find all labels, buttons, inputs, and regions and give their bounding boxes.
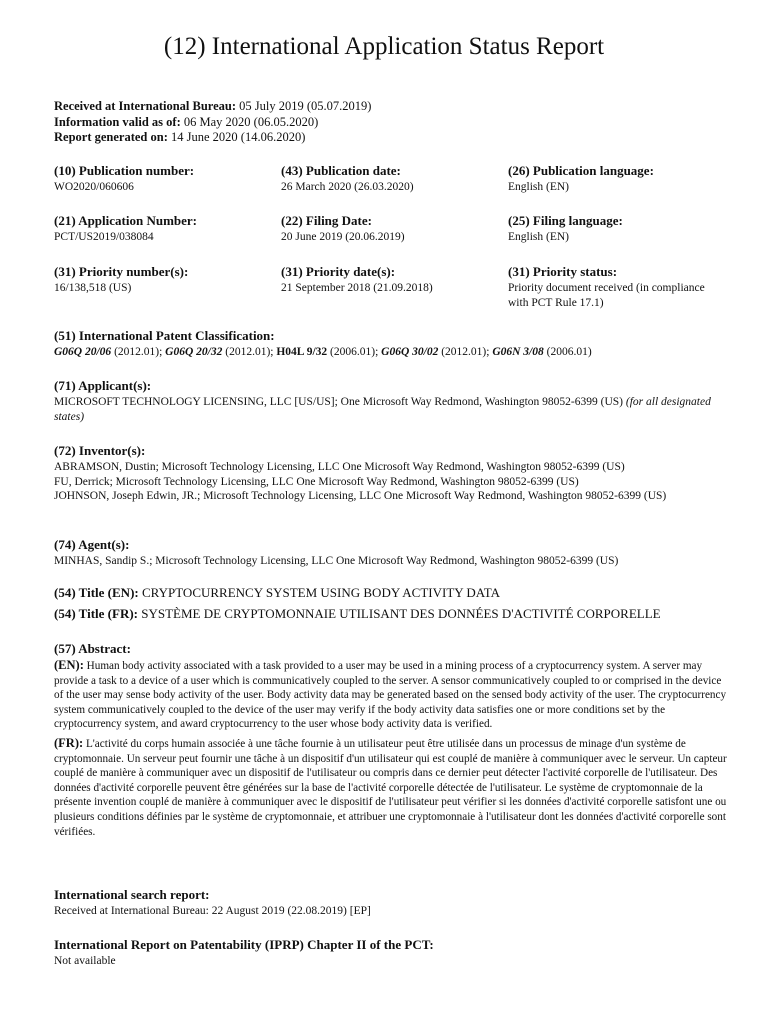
ipc-version: (2006.01); [327, 346, 382, 358]
title-fr-value: SYSTÈME DE CRYPTOMONNAIE UTILISANT DES DONNÉES D'ACTIVITÉ CORPORELLE [141, 606, 661, 621]
search-report-label: International search report: [54, 887, 210, 902]
generated-value: 14 June 2020 (14.06.2020) [171, 130, 306, 144]
ipc-version: (2012.01); [222, 346, 277, 358]
publication-language-label: (26) Publication language: [508, 163, 654, 178]
abstract-section [54, 641, 729, 839]
filing-language-label: (25) Filing language: [508, 213, 623, 228]
search-report-value: Received at International Bureau: 22 August 2019 (22.08.2019) [EP] [54, 905, 371, 917]
applicant-label: (71) Applicant(s): [54, 378, 152, 393]
ipc-label: (51) International Patent Classification: [54, 328, 275, 343]
received-value: 05 July 2019 (05.07.2019) [239, 99, 372, 113]
ipc-code: G06N 3/08 [492, 346, 544, 358]
ipc-code: G06Q 20/32 [165, 346, 223, 358]
iprp-value: Not available [54, 955, 116, 967]
filing-date-value: 20 June 2019 (20.06.2019) [281, 231, 405, 243]
inventor-entry: ABRAMSON, Dustin; Microsoft Technology Licensing, LLC One Microsoft Way Redmond, Washington 98052-6399 (US) [54, 461, 625, 473]
application-number-label: (21) Application Number: [54, 213, 197, 228]
publication-number-value: WO2020/060606 [54, 181, 134, 193]
publication-date-field [281, 163, 501, 195]
inventors-section [54, 443, 724, 504]
valid-line [54, 115, 371, 131]
priority-number-value: 16/138,518 (US) [54, 282, 132, 294]
generated-label: Report generated on: [54, 130, 168, 144]
ipc-version: (2012.01); [438, 346, 493, 358]
filing-language-value: English (EN) [508, 231, 570, 243]
report-header [54, 99, 371, 146]
priority-date-field [281, 264, 501, 296]
ipc-section [54, 328, 734, 360]
iprp-section [54, 937, 734, 969]
applicant-value [54, 395, 724, 424]
abstract-en-text: Human body activity associated with a task provided to a user may be used in a mining process of a cryptocurrency system. A server may provide a task to a device of a user which is communicatively coupled to the server. A sensor communicatively coupled to or comprised in the device of the user may sense body activity of the user. Body activity data may be generated based on the sensed body activity of the user. The cryptocurrency system communicatively coupled to the device of the user may verify if the body activity data satisfies one or more conditions set by the cryptocurrency system, and award cryptocurrency to the user whose body activity data is verified. [54, 660, 727, 731]
generated-line [54, 130, 371, 146]
ipc-code: H04L 9/32 [276, 346, 328, 358]
applicant-section [54, 378, 724, 424]
priority-status-value [508, 281, 748, 310]
abstract-fr [54, 736, 729, 839]
received-line [54, 99, 371, 115]
inventor-entry: JOHNSON, Joseph Edwin, JR.; Microsoft Technology Licensing, LLC One Microsoft Way Redmond, Washington 98052-6399 (US) [54, 490, 667, 502]
priority-status-line: with PCT Rule 17.1) [508, 296, 604, 309]
title-en-value: CRYPTOCURRENCY SYSTEM USING BODY ACTIVITY DATA [141, 585, 501, 600]
ipc-version: (2006.01) [543, 346, 592, 358]
ipc-code: G06Q 30/02 [381, 346, 439, 358]
priority-date-label: (31) Priority date(s): [281, 264, 396, 279]
title-fr-line [54, 606, 734, 622]
publication-number-field [54, 163, 274, 195]
priority-number-label: (31) Priority number(s): [54, 264, 189, 279]
filing-date-field [281, 213, 501, 245]
publication-date-value: 26 March 2020 (26.03.2020) [281, 181, 414, 193]
abstract-label: (57) Abstract: [54, 641, 131, 656]
abstract-en-label: (EN): [54, 658, 84, 672]
title-en-label: (54) Title (EN): [54, 585, 139, 600]
inventor-entry: FU, Derrick; Microsoft Technology Licensing, LLC One Microsoft Way Redmond, Washington 98052-6399 (US) [54, 475, 579, 488]
title-fr-label: (54) Title (FR): [54, 606, 138, 621]
filing-language-field [508, 213, 748, 245]
agent-section [54, 537, 734, 569]
priority-date-value: 21 September 2018 (21.09.2018) [281, 282, 433, 294]
agent-label: (74) Agent(s): [54, 537, 130, 552]
priority-number-field [54, 264, 274, 296]
inventors-label: (72) Inventor(s): [54, 443, 146, 458]
priority-status-field [508, 264, 748, 310]
titles-section [54, 585, 734, 622]
application-number-value: PCT/US2019/038084 [54, 231, 154, 243]
iprp-label: International Report on Patentability (IPRP) Chapter II of the PCT: [54, 937, 434, 952]
publication-language-field [508, 163, 748, 195]
abstract-fr-text: L'activité du corps humain associée à une tâche fournie à un utilisateur peut être utilisée dans un processus de minage d'un système de cryptomonnaie. Un serveur peut fournir une tâche à un dispositif d'un utilisateur qui est couplé de manière à communiquer avec le serveur. Un capteur couplé de manière à communiquer avec un dispositif de l'utilisateur ou compris dans ce dernier peut détecter l'activité corporelle de l'utilisateur. Des données d'activité corporelle peuvent être générées sur la base de l'activité corporelle détectée de l'utilisateur. Le système de cryptomonnaie de la présente invention couplé de manière à communiquer avec le dispositif de l'utilisateur peut vérifier si les données d'activité corporelle satisfont une ou plusieurs conditions définies par le système de cryptomonnaie, et attribuer une cryptomonnaie à l'utilisateur dont les données d'activité corporelle sont vérifiées. [54, 737, 727, 838]
applicant-note: (for all designated states) [54, 396, 711, 423]
priority-status-line: Priority document received (in compliance [508, 282, 705, 294]
received-label: Received at International Bureau: [54, 99, 237, 113]
publication-number-label: (10) Publication number: [54, 163, 195, 178]
valid-label: Information valid as of: [54, 114, 181, 129]
application-number-field [54, 213, 274, 245]
abstract-en [54, 658, 729, 732]
agent-value: MINHAS, Sandip S.; Microsoft Technology Licensing, LLC One Microsoft Way Redmond, Washington 98052-6399 (US) [54, 555, 619, 567]
title-en-line [54, 585, 734, 601]
priority-status-label: (31) Priority status: [508, 264, 618, 279]
publication-language-value: English (EN) [508, 181, 570, 193]
abstract-fr-label: (FR): [54, 735, 84, 750]
filing-date-label: (22) Filing Date: [281, 213, 372, 228]
publication-date-label: (43) Publication date: [281, 163, 401, 178]
ipc-codes [54, 345, 734, 360]
applicant-text: MICROSOFT TECHNOLOGY LICENSING, LLC [US/US]; One Microsoft Way Redmond, Washington 98052-6399 (US) [54, 396, 626, 408]
ipc-code: G06Q 20/06 [54, 346, 112, 358]
valid-value: 06 May 2020 (06.05.2020) [183, 114, 319, 129]
ipc-version: (2012.01); [111, 346, 166, 358]
search-report-section [54, 887, 734, 919]
page-title: (12) International Application Status Report [163, 33, 605, 60]
